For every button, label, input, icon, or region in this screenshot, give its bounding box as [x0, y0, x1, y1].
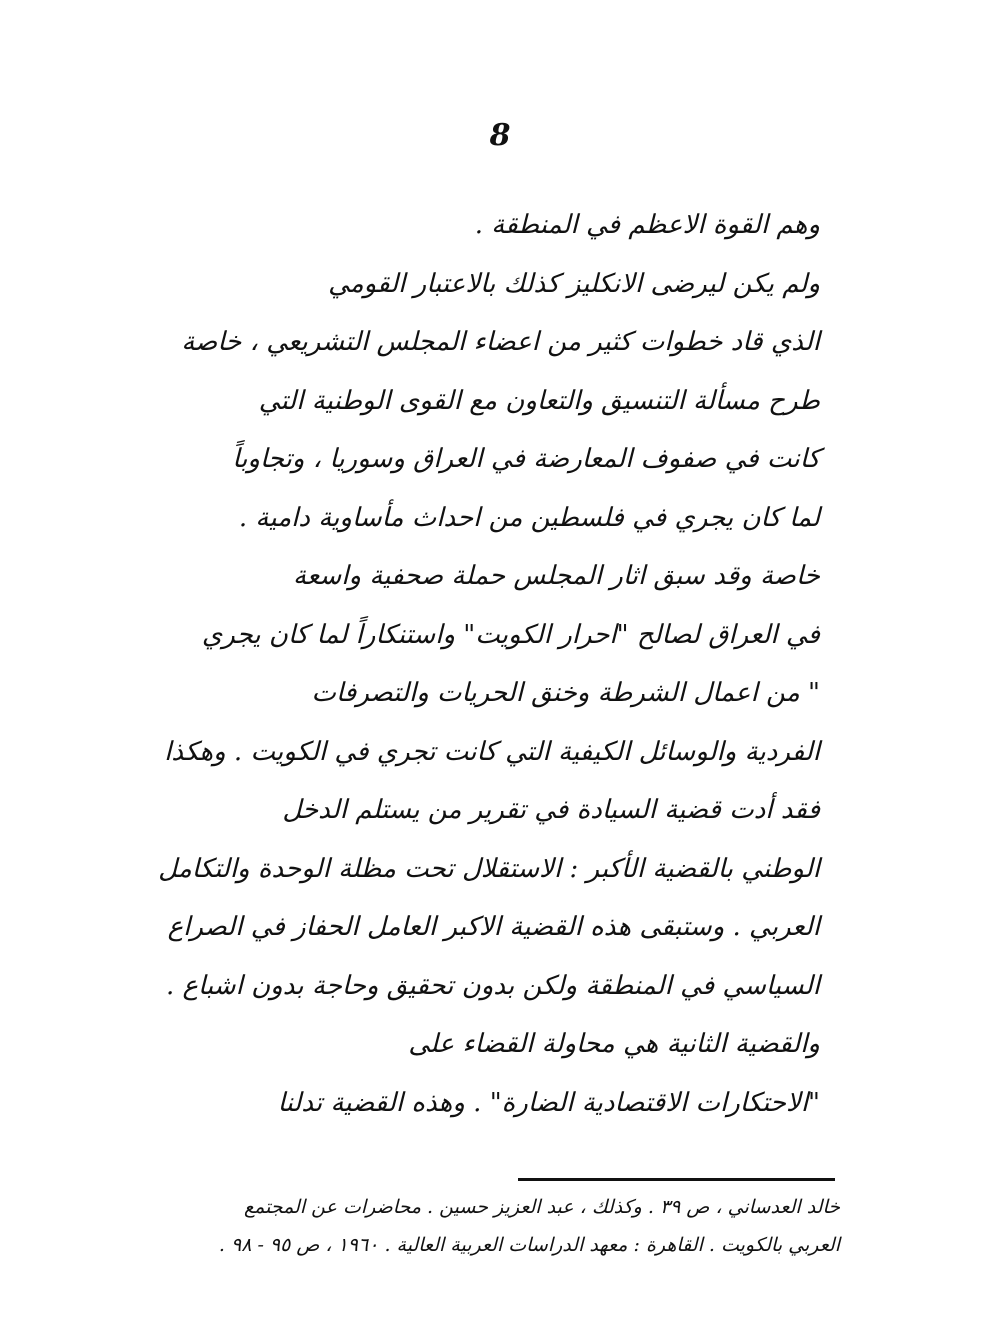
text-line: فقد أدت قضية السيادة في تقرير من يستلم الدخل	[282, 795, 820, 825]
text-line: كانت في صفوف المعارضة في العراق وسوريا ، وتجاوباً	[232, 444, 820, 474]
text-line: العربي . وستبقى هذه القضية الاكبر العامل الحفاز في الصراع	[167, 912, 820, 942]
footnote-line: العربي بالكويت . القاهرة : معهد الدراسات العربية العالية . ١٩٦٠ ، ص ٩٥ - ٩٨ .	[218, 1234, 840, 1256]
text-line: "الاحتكارات الاقتصادية الضارة" . وهذه القضية تدلنا	[277, 1087, 820, 1118]
text-line: وهم القوة الاعظم في المنطقة .	[474, 210, 820, 240]
footnotes	[150, 1188, 840, 1264]
text-line: خاصة وقد سبق اثار المجلس حملة صحفية واسعة	[293, 561, 820, 591]
text-line: " من اعمال الشرطة وخنق الحريات والتصرفات	[311, 678, 820, 708]
text-line: ولم يكن ليرضى الانكليز كذلك بالاعتبار القومي	[328, 268, 820, 299]
text-line: والقضية الثانية هي محاولة القضاء على	[408, 1029, 820, 1059]
handwritten-body	[100, 196, 820, 1132]
text-line: الفردية والوسائل الكيفية التي كانت تجري في الكويت . وهكذا	[164, 736, 820, 767]
footnote-divider	[518, 1178, 835, 1181]
footnote-line: خالد العدساني ، ص ٣٩ . وكذلك ، عبد العزيز حسين . محاضرات عن المجتمع	[243, 1196, 840, 1218]
text-line: لما كان يجري في فلسطين من احداث مأساوية دامية .	[238, 502, 820, 533]
text-line: طرح مسألة التنسيق والتعاون مع القوى الوطنية التي	[258, 385, 820, 416]
text-line: في العراق لصالح "احرار الكويت" واستنكاراً لما كان يجري	[201, 619, 820, 650]
page-number: 8	[489, 118, 511, 153]
text-line: الوطني بالقضية الأكبر : الاستقلال تحت مظلة الوحدة والتكامل	[158, 853, 820, 884]
text-line: السياسي في المنطقة ولكن بدون تحقيق وحاجة بدون اشباع .	[166, 970, 820, 1001]
text-line: الذي قاد خطوات كثير من اعضاء المجلس التشريعي ، خاصة	[181, 327, 820, 357]
